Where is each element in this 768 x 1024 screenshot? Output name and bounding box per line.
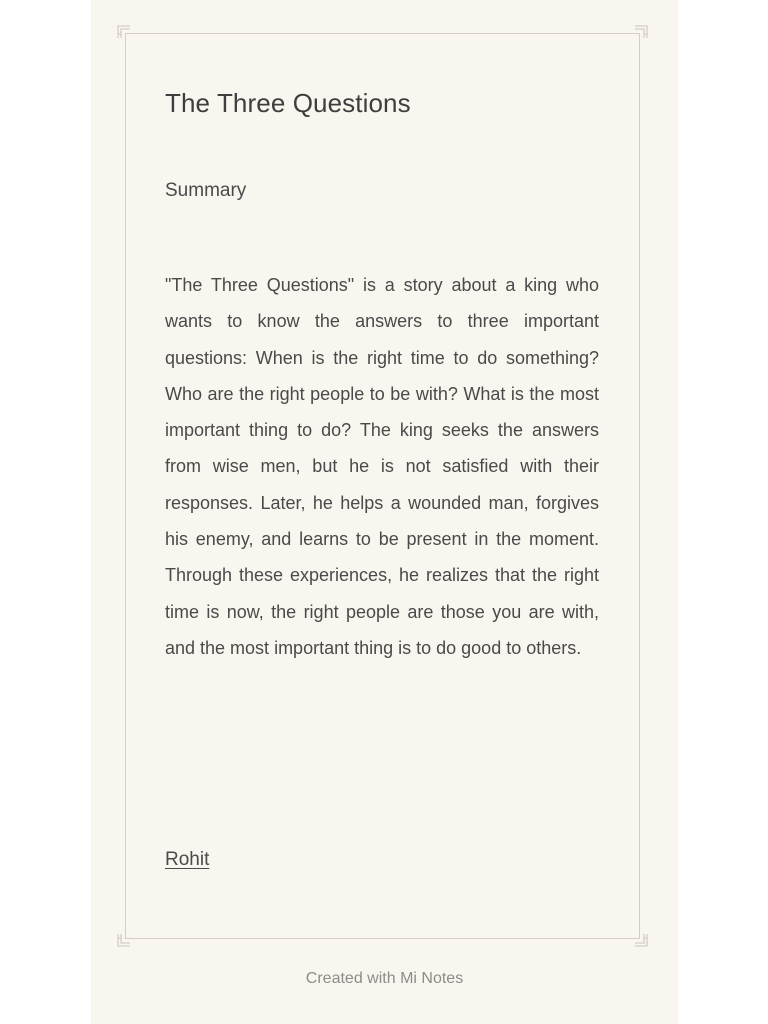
note-body: "The Three Questions" is a story about a king who wants to know the answers to three important questions: When is the right time to do something? Who are the right people to be with? What is the most important thing to do? The king seeks the answers from wise men, but he is not satisfied with their responses. Later, he helps a wounded man, forgives his enemy, and learns to be present in the moment. Through these experiences, he realizes that the right time is now, the right people are those you are with, and the most important thing is to do good to others.: [165, 275, 599, 658]
frame-corner-ornament-icon: [117, 25, 131, 39]
frame-corner-ornament-icon: [634, 25, 648, 39]
frame-corner-ornament-icon: [117, 933, 131, 947]
note-title: The Three Questions: [165, 88, 411, 118]
frame-corner-ornament-icon: [634, 933, 648, 947]
note-page: [91, 0, 678, 1024]
footer-credit: Created with Mi Notes: [305, 970, 464, 987]
author-link[interactable]: Rohit: [165, 849, 210, 870]
note-subtitle: Summary: [165, 180, 247, 201]
